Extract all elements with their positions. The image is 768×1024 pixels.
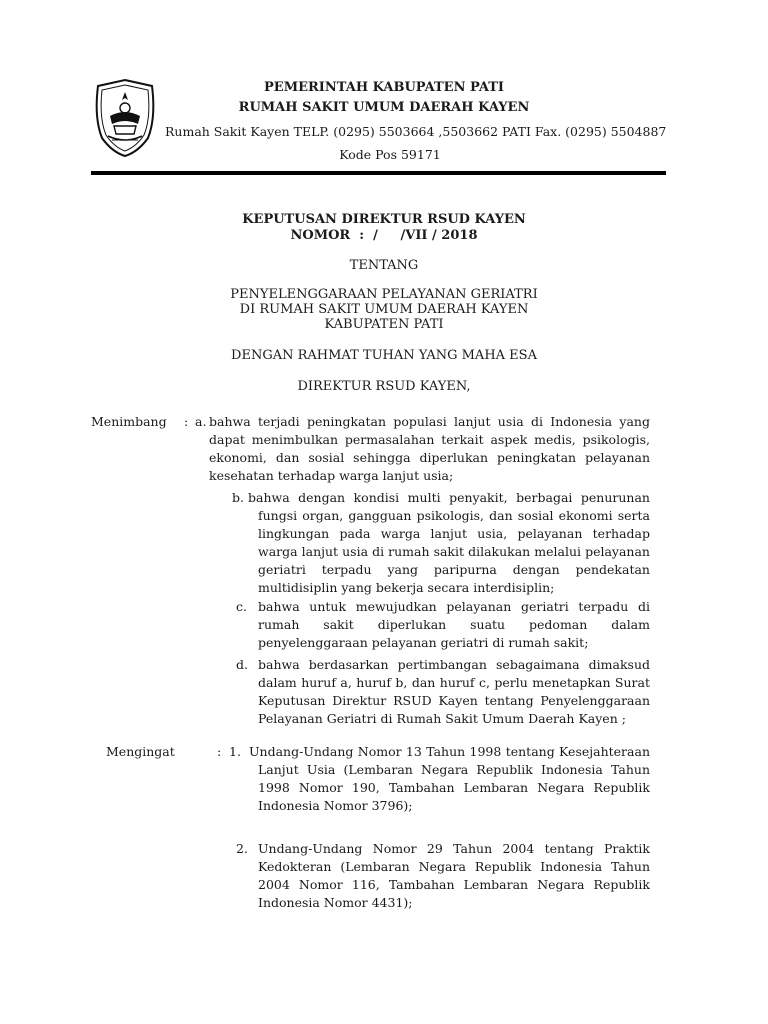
menimbang-marker-b: b.	[232, 490, 244, 505]
mengingat-marker-2: 2.	[236, 841, 248, 856]
decree-issuer: DIREKTUR RSUD KAYEN,	[297, 379, 471, 394]
decree-subject-line-1: PENYELENGGARAAN PELAYANAN GERIATRI	[230, 287, 538, 302]
mengingat-marker-1: 1.	[229, 744, 241, 759]
menimbang-marker-a: a.	[195, 414, 207, 429]
menimbang-item-a	[209, 413, 650, 485]
menimbang-item-d: bahwa berdasarkan pertimbangan sebagaimana dimaksud dalam huruf a, huruf b, dan huruf c, perlu menetapkan Surat Keputusan Direktur RSUD Kayen tentang Penyelenggaraan Pelayanan Geriatri di Rumah Sakit Umum Daerah Kayen ;	[258, 657, 650, 726]
menimbang-label: Menimbang	[91, 414, 167, 429]
mengingat-colon: :	[217, 744, 222, 759]
menimbang-item-c: bahwa untuk mewujudkan pelayanan geriatri terpadu di rumah sakit diperlukan suatu pedoman dalam penyelenggaraan pelayanan geriatri di rumah sakit;	[258, 599, 650, 650]
decree-subject-line-2: DI RUMAH SAKIT UMUM DAERAH KAYEN	[239, 302, 529, 317]
letterhead-government: PEMERINTAH KABUPATEN PATI	[264, 80, 504, 95]
decree-title: KEPUTUSAN DIREKTUR RSUD KAYEN	[242, 212, 526, 227]
mengingat-item-1: Undang-Undang Nomor 13 Tahun 1998 tentang Kesejahteraan Lanjut Usia (Lembaran Negara Republik Indonesia Tahun 1998 Nomor 190, Tambahan Lembaran Negara Republik Indonesia Nomor 3796);	[249, 744, 650, 813]
mengingat-item-2: Undang-Undang Nomor 29 Tahun 2004 tentang Praktik Kedokteran (Lembaran Negara Republik Indonesia Tahun 2004 Nomor 116, Tambahan Lembaran Negara Republik Indonesia Nomor 4431);	[258, 841, 650, 910]
decree-about-label: TENTANG	[349, 258, 419, 273]
decree-number: NOMOR : / /VII / 2018	[290, 228, 478, 243]
menimbang-item-b: bahwa dengan kondisi multi penyakit, berbagai penurunan fungsi organ, gangguan psikologis, dan sosial ekonomi serta lingkungan pada warga lanjut usia, pelayanan terhadap warga lanjut usia di rumah sakit dilakukan melalui pelayanan geriatri terpadu yang paripurna dengan pendekatan multidisiplin yang bekerja secara interdisiplin;	[248, 490, 650, 595]
letterhead-contact: Rumah Sakit Kayen TELP. (0295) 5503664 ,5503662 PATI Fax. (0295) 5504887	[165, 124, 667, 139]
letterhead-hospital: RUMAH SAKIT UMUM DAERAH KAYEN	[238, 100, 530, 115]
letterhead-postal-code: Kode Pos 59171	[339, 147, 441, 162]
menimbang-marker-d: d.	[236, 657, 248, 672]
menimbang-colon: :	[184, 414, 189, 429]
menimbang-marker-c: c.	[236, 599, 247, 614]
decree-subject-line-3: KABUPATEN PATI	[324, 317, 444, 332]
decree-invocation: DENGAN RAHMAT TUHAN YANG MAHA ESA	[231, 348, 537, 363]
letterhead-divider	[91, 171, 666, 175]
mengingat-label: Mengingat	[106, 744, 175, 759]
menimbang-item-a-text: bahwa terjadi peningkatan populasi lanjut usia di Indonesia yang dapat menimbulkan permasalahan terkait aspek medis, psikologis, ekonomi, dan sosial sehingga diperlukan peningkatan pelayanan kesehatan terhadap warga lanjut usia;	[209, 414, 650, 483]
